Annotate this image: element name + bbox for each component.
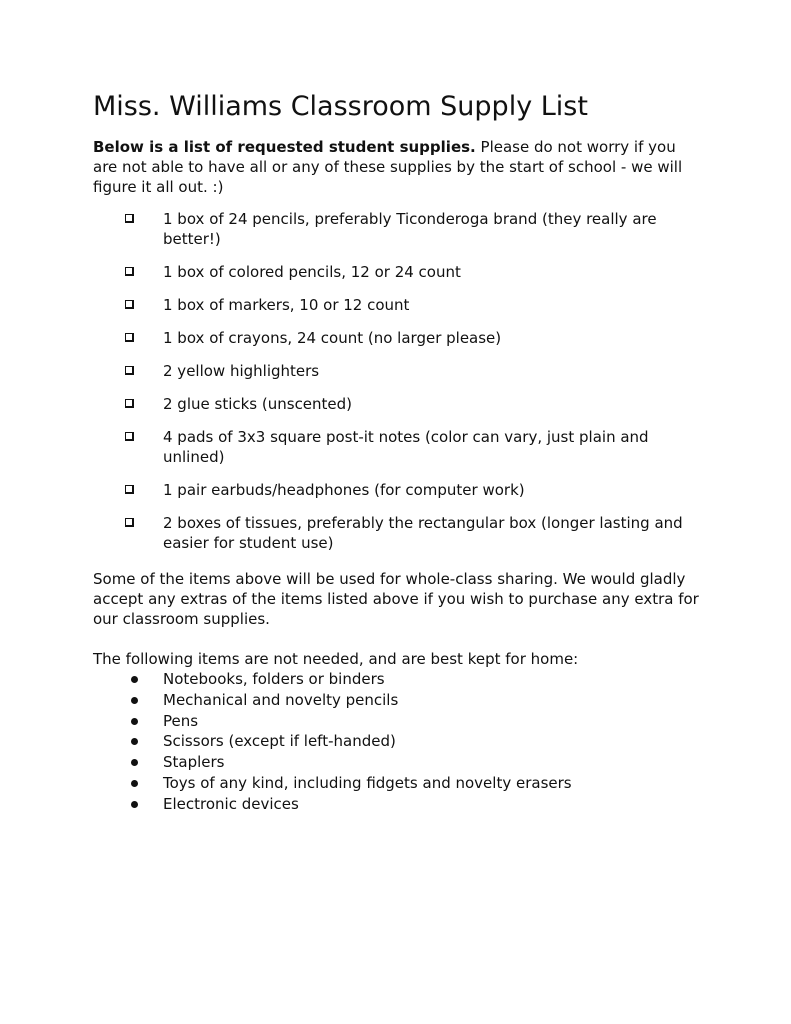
intro-paragraph (93, 137, 703, 197)
list-item-label: Mechanical and novelty pencils (163, 690, 399, 709)
list-item (93, 752, 703, 773)
list-item-label: Notebooks, folders or binders (163, 670, 385, 688)
page-title: Miss. Williams Classroom Supply List (93, 91, 588, 122)
checkbox-icon (125, 214, 134, 223)
intro-bold-text: Below is a list of requested student supplies. (93, 138, 476, 156)
bullet-icon (131, 676, 138, 683)
checkbox-icon (125, 432, 134, 441)
list-item (93, 773, 703, 794)
list-item (93, 731, 703, 752)
supply-item (93, 427, 703, 467)
not-needed-list (93, 669, 703, 815)
sharing-note: Some of the items above will be used for whole-class sharing. We would gladly accept any extras of the items listed above if you wish to purchase any extra for our classroom supplies. (93, 570, 699, 628)
supply-item (93, 361, 703, 381)
supply-item (93, 328, 703, 348)
list-item-label: Pens (163, 711, 199, 730)
not-needed-heading: The following items are not needed, and are best kept for home: (93, 650, 579, 668)
supply-item (93, 480, 703, 500)
checkbox-icon (125, 366, 134, 375)
list-item-label: Electronic devices (163, 794, 299, 813)
list-item (93, 794, 703, 815)
supply-item-label: 1 pair earbuds/headphones (for computer work) (163, 481, 525, 499)
bullet-icon (131, 759, 138, 766)
supply-item (93, 513, 703, 553)
supply-item-label: 2 glue sticks (unscented) (163, 395, 353, 413)
supply-item-label: 2 yellow highlighters (163, 362, 320, 380)
supply-item-label: 1 box of crayons, 24 count (no larger please) (163, 329, 502, 347)
intro-rest-text: Please do not worry if you are not able to have all or any of these supplies by the start of school - we will figure it all out. :) (93, 138, 683, 196)
bullet-icon (131, 801, 138, 808)
list-item-label: Staplers (163, 753, 225, 772)
supply-item (93, 295, 703, 315)
supply-item (93, 209, 703, 249)
checkbox-icon (125, 333, 134, 342)
document-page (93, 88, 703, 815)
supply-item-label: 4 pads of 3x3 square post-it notes (color can vary, just plain and unlined) (163, 428, 649, 466)
supply-checklist (93, 209, 703, 553)
list-item-label: Toys of any kind, including fidgets and novelty erasers (163, 773, 572, 792)
bullet-icon (131, 718, 138, 725)
supply-item (93, 394, 703, 414)
checkbox-icon (125, 399, 134, 408)
checkbox-icon (125, 518, 134, 527)
supply-item (93, 262, 703, 282)
checkbox-icon (125, 267, 134, 276)
supply-item-label: 1 box of markers, 10 or 12 count (163, 296, 410, 314)
bullet-icon (131, 738, 138, 745)
list-item-label: Scissors (except if left-handed) (163, 732, 396, 751)
list-item (93, 690, 703, 711)
list-item (93, 669, 703, 690)
checkbox-icon (125, 300, 134, 309)
checkbox-icon (125, 485, 134, 494)
bullet-icon (131, 780, 138, 787)
supply-item-label: 2 boxes of tissues, preferably the rectangular box (longer lasting and easier for student use) (163, 514, 683, 552)
bullet-icon (131, 697, 138, 704)
supply-item-label: 1 box of colored pencils, 12 or 24 count (163, 263, 461, 281)
list-item (93, 711, 703, 732)
supply-item-label: 1 box of 24 pencils, preferably Ticonderoga brand (they really are better!) (163, 210, 657, 248)
